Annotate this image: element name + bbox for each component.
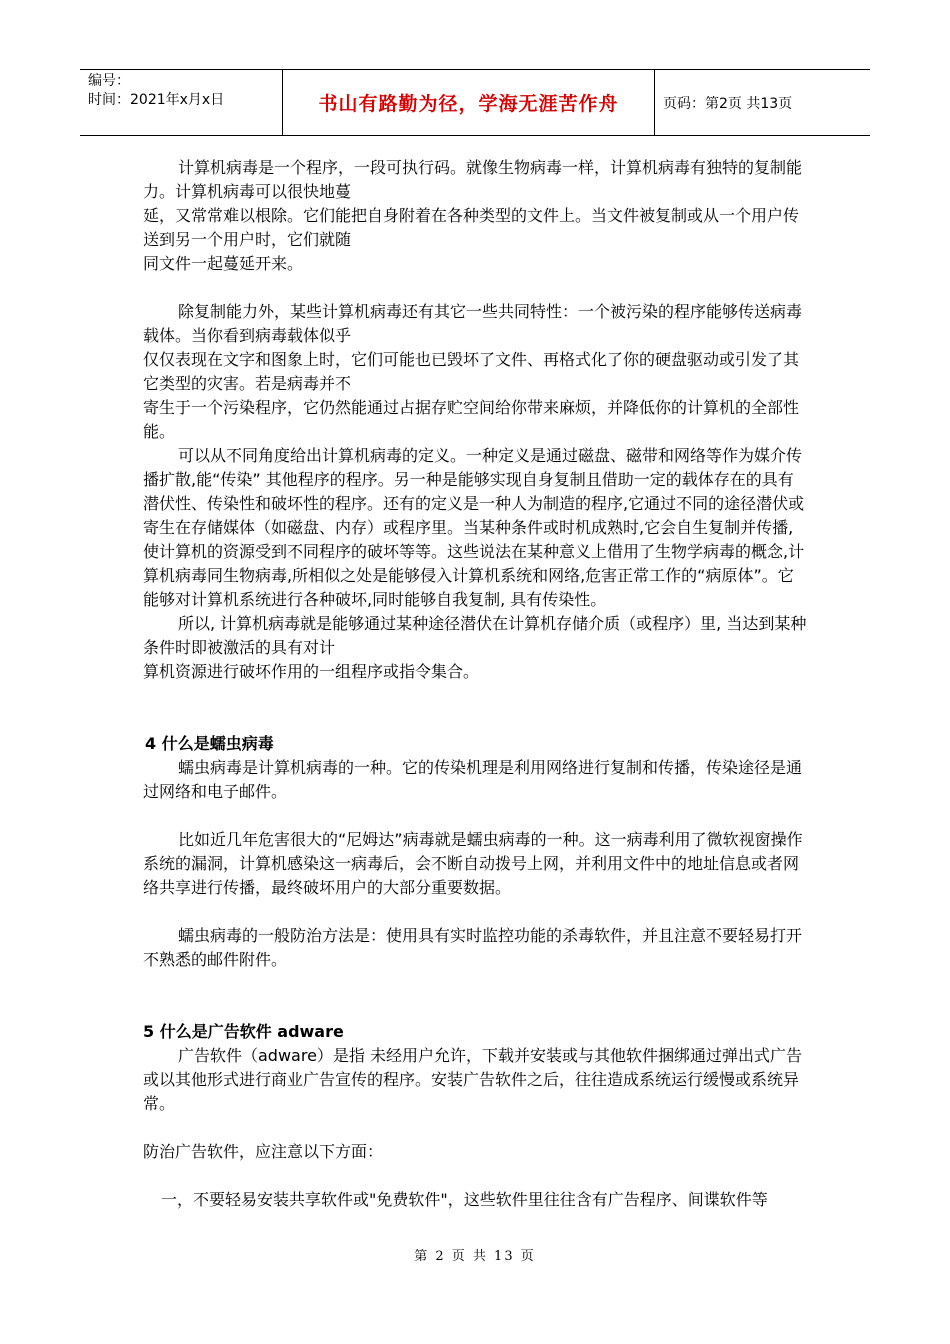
paragraph: 比如近几年危害很大的“尼姆达”病毒就是蠕虫病毒的一种。这一病毒利用了微软视窗操作系统的漏洞，计算机感染这一病毒后，会不断自动拨号上网，并利用文件中的地址信息或者网络共享进行传播，最终破坏用户的大部分重要数据。 — [143, 830, 803, 897]
paragraph: 计算机病毒是一个程序，一段可执行码。就像生物病毒一样，计算机病毒有独特的复制能力。计算机病毒可以很快地蔓 — [143, 158, 803, 201]
paragraph: 所以, 计算机病毒就是能够通过某种途径潜伏在计算机存储介质（或程序）里, 当达到某种条件时即被激活的具有对计 — [143, 614, 807, 657]
paragraph: 算机资源进行破坏作用的一组程序或指令集合。 — [143, 662, 480, 681]
section-title: 5 什么是广告软件 adware — [143, 1022, 344, 1041]
code-label: 编号： — [88, 73, 130, 89]
section-title: 4 什么是蠕虫病毒 — [145, 734, 274, 753]
paragraph: 可以从不同角度给出计算机病毒的定义。一种定义是通过磁盘、磁带和网络等作为媒介传播扩散,能“传染” 其他程序的程序。另一种是能够实现自身复制且借助一定的载体存在的具有潜伏性、传染性和破坏性的程序。还有的定义是一种人为制造的程序,它通过不同的途径潜伏或寄生在存储媒体（如磁盘、内存）或程序里。当某种条件或时机成熟时,它会自生复制并传播,使计算机的资源受到不同程序的破坏等等。这些说法在某种意义上借用了生物学病毒的概念,计算机病毒同生物病毒,所相似之处是能够侵入计算机系统和网络,危害正常工作的“病原体”。它能够对计算机系统进行各种破坏,同时能够自我复制, 具有传染性。 — [143, 446, 805, 609]
document-body — [143, 156, 808, 1212]
page-info-text: 页码：第2页 共13页 — [663, 95, 793, 112]
paragraph: 防治广告软件，应注意以下方面： — [143, 1142, 384, 1161]
page-header — [80, 69, 870, 136]
header-motto — [283, 70, 655, 135]
paragraph: 延，又常常难以根除。它们能把自身附着在各种类型的文件上。当文件被复制或从一个用户传送到另一个用户时，它们就随 — [143, 206, 800, 249]
paragraph: 广告软件（adware）是指 未经用户允许，下载并安装或与其他软件捆绑通过弹出式广告或以其他形式进行商业广告宣传的程序。安装广告软件之后，往往造成系统运行缓慢或系统异常。 — [143, 1046, 803, 1113]
paragraph: 同文件一起蔓延开来。 — [143, 254, 304, 273]
time-label: 时间：2021年x月x日 — [88, 92, 225, 108]
paragraph: 蠕虫病毒的一般防治方法是：使用具有实时监控功能的杀毒软件，并且注意不要轻易打开不熟悉的邮件附件。 — [143, 926, 803, 969]
header-page-info — [655, 70, 870, 135]
paragraph: 一，不要轻易安装共享软件或"免费软件"，这些软件里往往含有广告程序、间谍软件等 — [161, 1190, 768, 1209]
header-meta — [80, 70, 283, 135]
motto-text: 书山有路勤为径，学海无涯苦作舟 — [318, 93, 619, 115]
paragraph: 除复制能力外，某些计算机病毒还有其它一些共同特性：一个被污染的程序能够传送病毒载体。当你看到病毒载体似乎 — [143, 302, 803, 345]
page-footer — [0, 1245, 950, 1264]
footer-page-number: 第 2 页 共 13 页 — [414, 1249, 536, 1264]
paragraph: 蠕虫病毒是计算机病毒的一种。它的传染机理是利用网络进行复制和传播，传染途径是通过网络和电子邮件。 — [143, 758, 803, 801]
paragraph: 寄生于一个污染程序，它仍然能通过占据存贮空间给你带来麻烦，并降低你的计算机的全部性能。 — [143, 398, 800, 441]
paragraph: 仅仅表现在文字和图象上时，它们可能也已毁坏了文件、再格式化了你的硬盘驱动或引发了其它类型的灾害。若是病毒并不 — [143, 350, 800, 393]
